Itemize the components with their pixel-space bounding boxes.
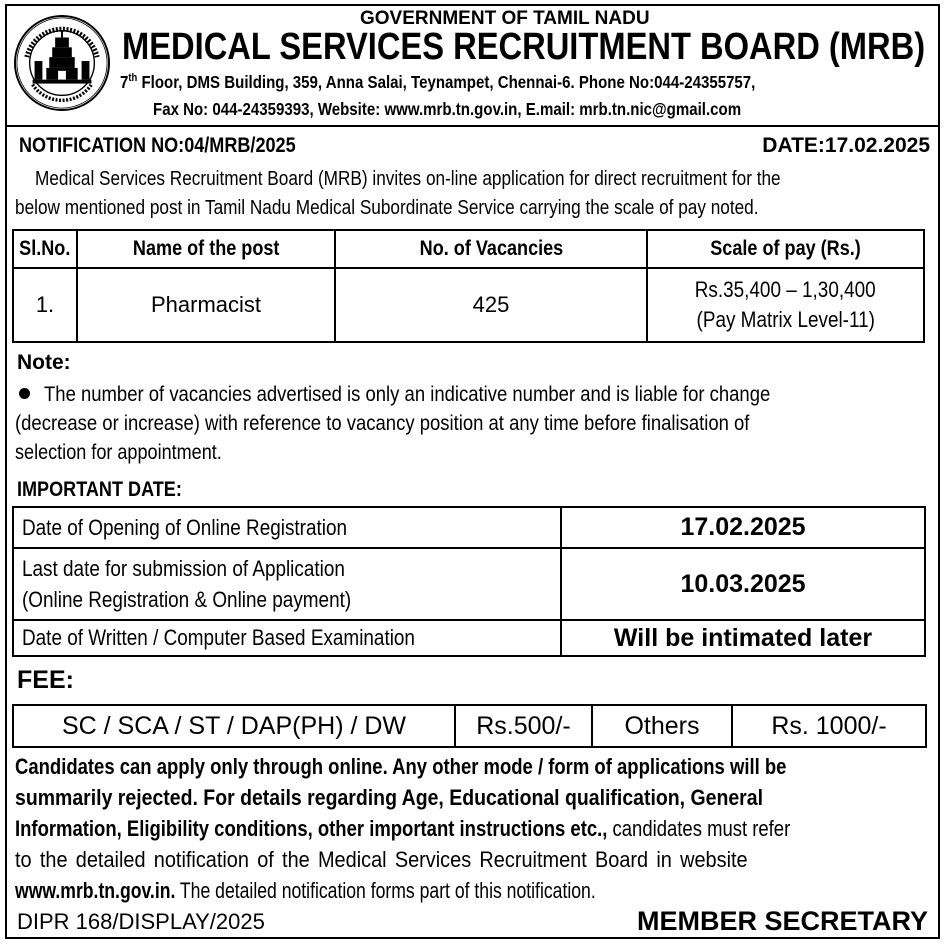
date-label-cell <box>13 507 561 548</box>
date-value-cell: 17.02.2025 <box>561 507 925 548</box>
date-label-cell <box>13 548 561 620</box>
government-seal-icon <box>13 14 111 112</box>
col-pay-scale <box>647 230 924 268</box>
col-pay-scale-label: Scale of pay (Rs.) <box>710 237 861 260</box>
instructions-line-5-rest: The detailed notification forms part of this notification. <box>175 878 596 903</box>
note-line-3: selection for appointment. <box>15 441 222 464</box>
col-sl-no-label: Sl.No. <box>19 237 71 260</box>
instructions-line-4: to the detailed notification of the Medical Services Recruitment Board in website <box>15 847 748 872</box>
date-value-cell: 10.03.2025 <box>561 548 925 620</box>
note-heading: Note: <box>17 351 71 374</box>
important-dates-table <box>12 506 926 657</box>
table-row <box>13 507 925 548</box>
notification-number <box>19 134 341 158</box>
instructions-line-1: Candidates can apply only through online. Any other mode / form of applications will be <box>15 754 787 779</box>
table-row <box>13 548 925 620</box>
instructions-text <box>15 751 933 906</box>
date-label: Date of Written / Computer Based Examination <box>22 625 415 650</box>
col-vacancies-label: No. of Vacancies <box>419 237 563 260</box>
fee-category-cell: SC / SCA / ST / DAP(PH) / DW <box>13 705 455 747</box>
note-text <box>15 380 931 467</box>
address-line-2-text: Fax No: 044-24359393, Website: www.mrb.tn.gov.in, E.mail: mrb.tn.nic@gmail.com <box>153 99 742 119</box>
header <box>7 6 938 127</box>
intro-line-1-text: Medical Services Recruitment Board (MRB) invites on-line application for direct recruitment for the <box>35 168 781 190</box>
important-dates-heading-text: IMPORTANT DATE: <box>17 478 182 501</box>
vacancies-cell: 425 <box>335 268 647 342</box>
bullet-icon <box>19 388 30 399</box>
important-dates-heading <box>17 478 209 502</box>
floor-number: 7 <box>120 72 129 92</box>
address-line-2 <box>153 99 837 120</box>
table-row <box>13 268 924 342</box>
date-value-cell: Will be intimated later <box>561 620 925 656</box>
address-line-1 <box>120 72 859 93</box>
col-post-name <box>77 230 335 268</box>
date-label: Date of Opening of Online Registration <box>22 514 347 540</box>
note-line-2: (decrease or increase) with reference to vacancy position at any time before finalisation of <box>15 412 750 435</box>
fee-table <box>12 704 927 748</box>
instructions-line-3-rest: candidates must refer <box>607 816 791 841</box>
date-label: Last date for submission of Application <box>22 556 345 581</box>
pay-matrix-level: (Pay Matrix Level-11) <box>696 307 875 332</box>
posts-table-header <box>13 230 924 268</box>
date-label-cell <box>13 620 561 656</box>
table-row <box>13 620 925 656</box>
col-post-name-label: Name of the post <box>132 237 280 260</box>
instructions-line-2: summarily rejected. For details regarding Age, Educational qualification, General <box>15 785 763 810</box>
dipr-number: DIPR 168/DISPLAY/2025 <box>17 909 265 934</box>
signatory: MEMBER SECRETARY <box>636 906 928 936</box>
intro-line-1 <box>35 168 902 191</box>
posts-table <box>12 229 925 343</box>
government-title: GOVERNMENT OF TAMIL NADU <box>360 8 650 29</box>
address-line-1-text: Floor, DMS Building, 359, Anna Salai, Teynampet, Chennai-6. Phone No:044-24355757, <box>137 72 756 92</box>
pay-scale-range: Rs.35,400 – 1,30,400 <box>695 277 876 302</box>
table-row <box>13 705 926 747</box>
col-vacancies <box>335 230 647 268</box>
fee-heading: FEE: <box>17 666 74 694</box>
intro-line-2-text: below mentioned post in Tamil Nadu Medical Subordinate Service carrying the scale of pay noted. <box>15 197 759 219</box>
note-line-1: The number of vacancies advertised is only an indicative number and is liable for change <box>44 383 771 406</box>
post-name-cell: Pharmacist <box>77 268 335 342</box>
instructions-line-3-bold: Information, Eligibility conditions, other important instructions etc., <box>15 816 608 841</box>
notification-page <box>5 4 940 939</box>
floor-suffix: th <box>128 72 138 85</box>
pay-scale-cell <box>647 268 924 342</box>
fee-amount-cell: Rs.500/- <box>455 705 592 747</box>
notification-date: DATE:17.02.2025 <box>762 134 930 157</box>
col-sl-no <box>13 230 77 268</box>
date-label-sub: (Online Registration & Online payment) <box>22 587 352 612</box>
fee-amount-cell: Rs. 1000/- <box>732 705 926 747</box>
board-title <box>122 26 945 69</box>
intro-line-2 <box>15 197 880 220</box>
board-title-text: MEDICAL SERVICES RECRUITMENT BOARD (MRB) <box>122 26 926 68</box>
notification-number-text: NOTIFICATION NO:04/MRB/2025 <box>19 134 296 157</box>
fee-category-cell: Others <box>592 705 732 747</box>
sl-no-cell: 1. <box>13 268 77 342</box>
website-link[interactable]: www.mrb.tn.gov.in. <box>15 878 176 903</box>
